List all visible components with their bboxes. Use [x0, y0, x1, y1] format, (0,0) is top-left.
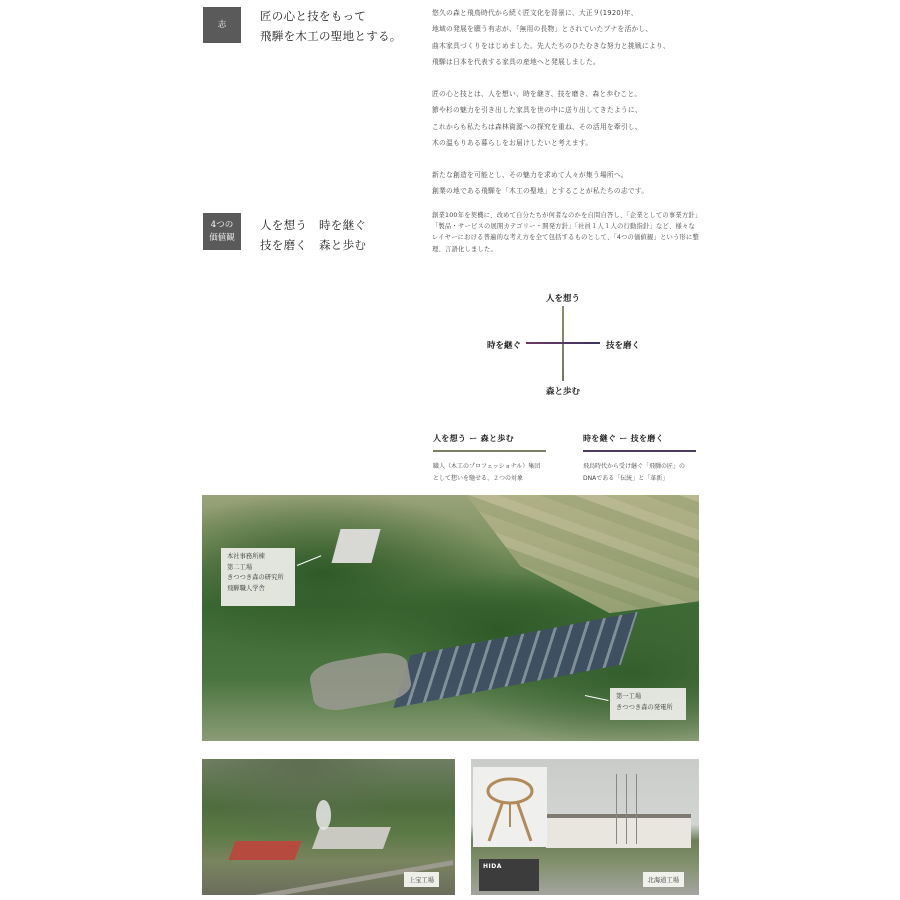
factory-roof: [393, 612, 637, 708]
callout-line: 飛騨職人学舎: [227, 584, 265, 592]
callout-line: きつつき森の研究所: [227, 574, 284, 581]
heading-line-1: 匠の心と技をもって: [260, 9, 367, 23]
section-tag-values: [203, 213, 241, 250]
callout-line: 第一工場: [616, 693, 642, 700]
photo-hokkaido-factory: [471, 759, 699, 895]
chair-sign-board: [473, 767, 547, 847]
red-roof-building: [229, 841, 302, 860]
photo-label: 上宝工場: [404, 872, 439, 887]
paragraph-line: これからも私たちは森林資源への探究を重ね、その活用を牽引し、: [432, 122, 642, 131]
paragraph-line: 悠久の森と飛鳥時代から続く匠文化を背景に、大正９(1920)年、: [432, 9, 638, 17]
section-tag-line: 4つの: [210, 219, 234, 230]
section-heading-mission: [260, 6, 402, 46]
mission-paragraph-1: [432, 5, 702, 70]
mission-paragraph-3: [432, 167, 702, 200]
callout-pointer: [297, 555, 321, 566]
aerial-photo-headquarters: [202, 495, 699, 741]
pair-title: 時を継ぐ ー 技を磨く: [583, 434, 664, 443]
flag-pole: [626, 774, 627, 844]
heading-line-1: 人を想う 時を継ぐ: [260, 218, 367, 232]
chair-icon: [473, 767, 547, 847]
pair-description: 飛鳥時代から受け継ぐ「飛騨の匠」のDNAである「伝統」と「革新」: [583, 463, 686, 482]
callout-pointer: [585, 695, 609, 701]
section-tag-line: 価値観: [209, 232, 235, 243]
callout-first-factory: [610, 688, 686, 720]
axis-label-top: 人を想う: [545, 294, 581, 304]
section-tag-kokorozashi: [203, 7, 241, 43]
paragraph-line: 匠の心と技とは、人を想い、時を継ぎ、技を磨き、森と歩むこと。: [432, 90, 642, 98]
callout-line: 本社事務所棟: [227, 553, 265, 560]
value-pair-people-forest: [433, 433, 546, 484]
pair-divider: [433, 450, 546, 452]
axis-label-left: 時を継ぐ: [487, 341, 522, 351]
paragraph-line: 地域の発展を願う有志が、「無用の長物」とされていたブナを活かし、: [432, 25, 653, 34]
pair-title: 人を想う ー 森と歩む: [433, 434, 514, 443]
paragraph-line: 曲木家具づくりをはじめました。先人たちのひたむきな努力と挑戦により、: [432, 41, 670, 50]
paragraph-line: 節や杉の魅力を引き出した家具を世の中に送り出してきたように、: [432, 106, 642, 115]
steam-plume: [316, 800, 331, 830]
paragraph-line: 木の温もりある暮らしをお届けしたいと考えます。: [432, 138, 593, 147]
flag-pole: [616, 774, 617, 844]
section-heading-values: [260, 215, 366, 255]
farm-fields: [401, 495, 699, 613]
factory-building: [546, 814, 691, 848]
callout-line: きつつき森の発電所: [616, 703, 673, 711]
mission-paragraph-2: [432, 86, 702, 151]
nameplate-text: HIDA: [483, 863, 502, 870]
diagram-horizontal-axis: [526, 342, 600, 344]
heading-line-2: 技を磨く 森と歩む: [260, 238, 367, 252]
callout-headquarters: [221, 548, 295, 606]
heading-line-2: 飛騨を木工の聖地とする。: [260, 29, 402, 43]
section-tag-label: 志: [217, 19, 227, 30]
axis-label-right: 技を磨く: [606, 341, 641, 351]
pair-description: 職人（木工のプロフェッショナル）集団として想いを馳せる、２つの対象: [433, 463, 541, 482]
values-paragraph: [432, 210, 700, 255]
office-building: [332, 529, 381, 563]
paragraph-line: 飛騨は日本を代表する家具の産地へと発展しました。: [432, 57, 600, 66]
paragraph-line: 新たな創造を可能とし、その魅力を求めて人々が集う場所へ。: [432, 171, 628, 179]
paragraph-text: 創業100年を契機に、改めて自分たちが何者なのかを自問自答し、「企業としての事業方針」「製品・サービスの展開カテゴリー・開発方針」「社員１人１人の行動指針」など、様々なレイヤーにおける普遍的な考え方を全て包括するものとして、「4つの価値観」という形に整理、言語化しました。: [432, 212, 699, 253]
photo-label: 北海道工場: [643, 872, 684, 887]
axis-label-bottom: 森と歩む: [545, 387, 581, 397]
photo-kamitakara-factory: [202, 759, 455, 895]
flag-pole: [636, 774, 637, 844]
paragraph-line: 創業の地である飛騨を「木工の聖地」とすることが私たちの志です。: [432, 187, 649, 196]
value-pair-time-skill: [583, 433, 696, 484]
factory-shed: [312, 827, 391, 849]
pair-divider: [583, 450, 696, 452]
callout-line: 第二工場: [227, 563, 253, 571]
